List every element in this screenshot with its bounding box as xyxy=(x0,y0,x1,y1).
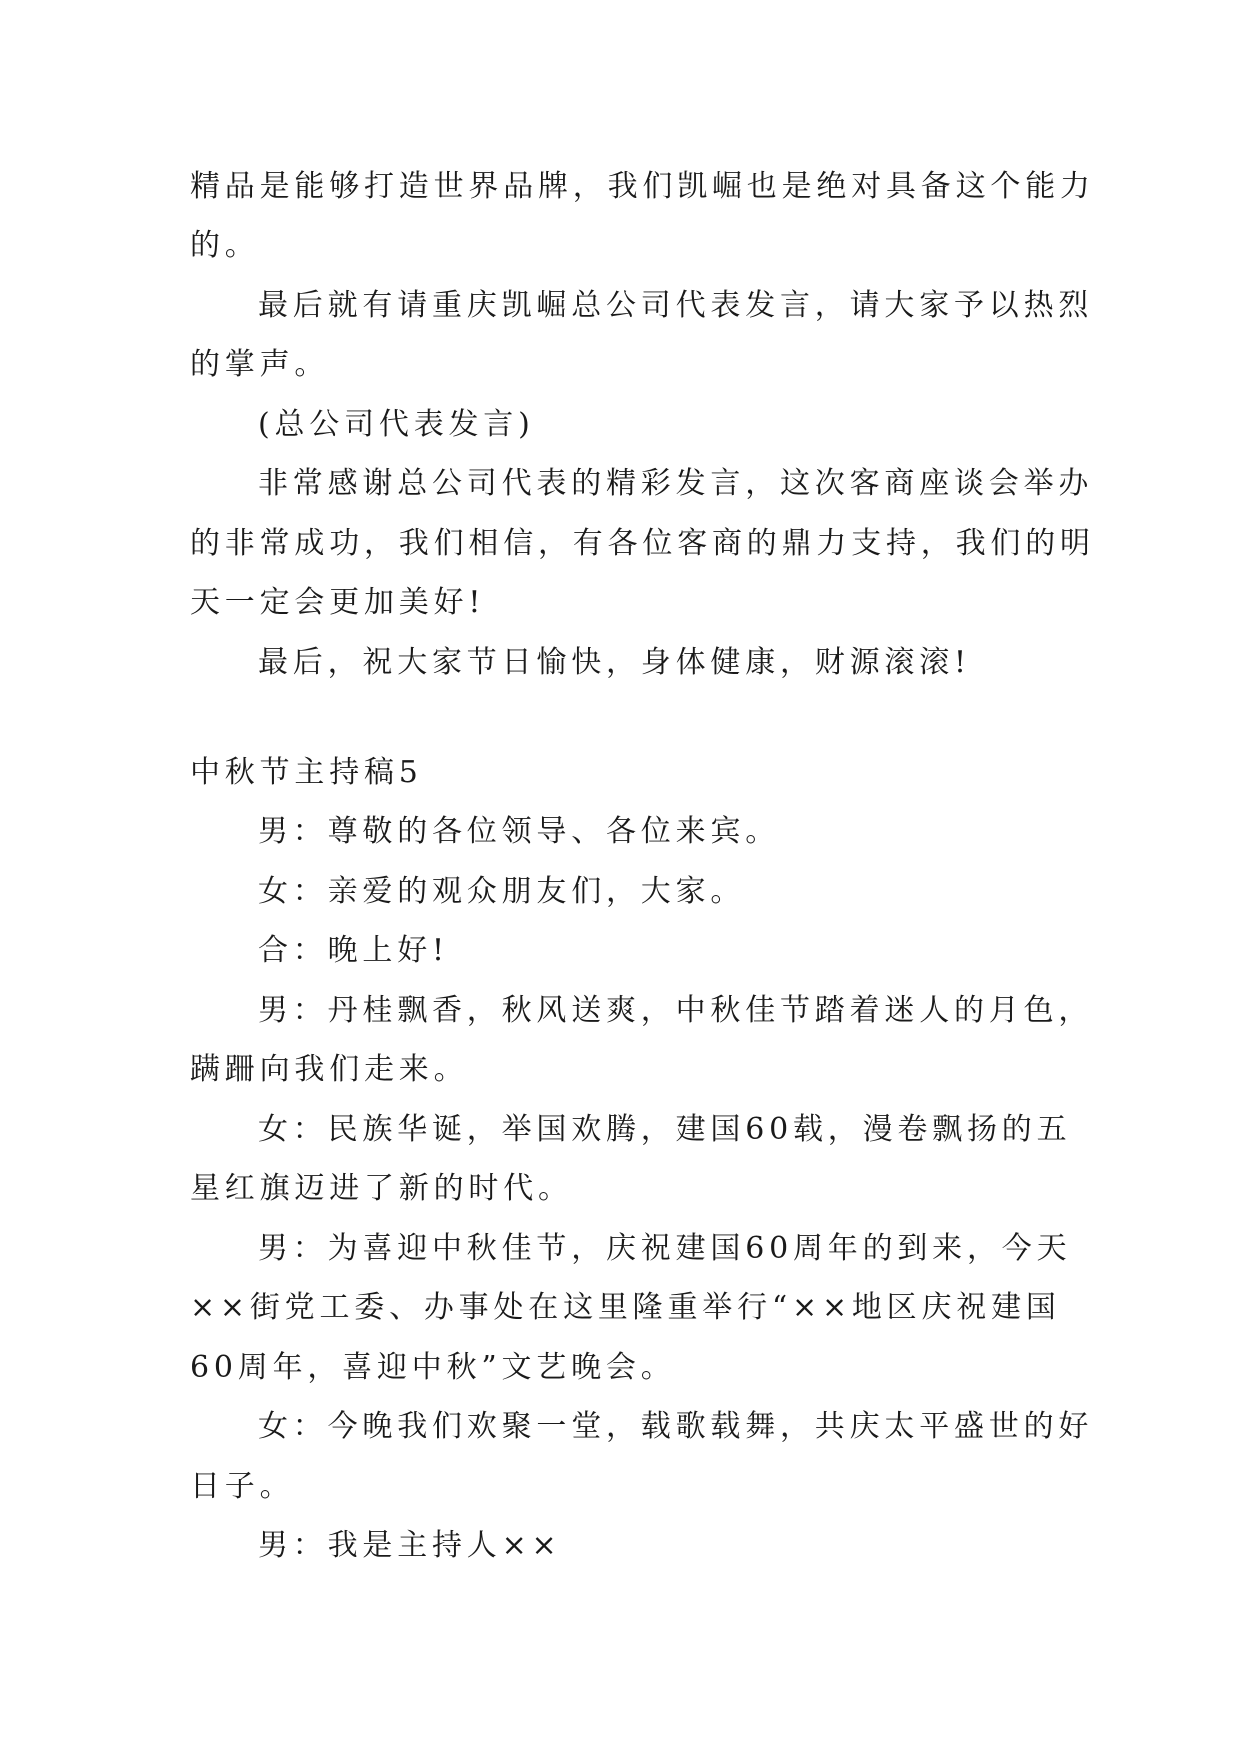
paragraph-line: 的掌声。 xyxy=(190,347,330,382)
paragraph-line: 天一定会更加美好! xyxy=(190,585,486,620)
paragraph-line: 日子。 xyxy=(190,1469,295,1504)
paragraph-line: 最后，祝大家节日愉快，身体健康，财源滚滚! xyxy=(258,645,971,680)
section-heading: 中秋节主持稿5 xyxy=(190,755,423,790)
paragraph-line: 60周年，喜迎中秋”文艺晚会。 xyxy=(190,1350,676,1385)
paragraph-line: 合：晚上好! xyxy=(258,933,449,968)
paragraph-line: 男：为喜迎中秋佳节，庆祝建国60周年的到来，今天 xyxy=(258,1231,1072,1266)
paragraph-line: 星红旗迈进了新的时代。 xyxy=(190,1171,573,1206)
paragraph-line: 男：我是主持人×× xyxy=(258,1528,562,1563)
paragraph-line: 最后就有请重庆凯崛总公司代表发言，请大家予以热烈 xyxy=(258,288,1094,323)
paragraph-line: 女：亲爱的观众朋友们，大家。 xyxy=(258,874,746,909)
paragraph-line: 的非常成功，我们相信，有各位客商的鼎力支持，我们的明 xyxy=(190,526,1095,561)
paragraph-line: (总公司代表发言) xyxy=(258,407,535,442)
paragraph-line: 女：民族华诞，举国欢腾，建国60载，漫卷飘扬的五 xyxy=(258,1112,1072,1147)
paragraph-line: 男：尊敬的各位领导、各位来宾。 xyxy=(258,814,780,849)
paragraph-line: 精品是能够打造世界品牌，我们凯崛也是绝对具备这个能力 xyxy=(190,169,1095,204)
paragraph-line: 女：今晚我们欢聚一堂，载歌载舞，共庆太平盛世的好 xyxy=(258,1409,1094,1444)
paragraph-line: 非常感谢总公司代表的精彩发言，这次客商座谈会举办 xyxy=(258,466,1094,501)
paragraph-line: 男：丹桂飘香，秋风送爽，中秋佳节踏着迷人的月色， xyxy=(258,993,1094,1028)
paragraph-line: 蹒跚向我们走来。 xyxy=(190,1052,469,1087)
paragraph-line: ××街党工委、办事处在这里隆重举行“××地区庆祝建国 xyxy=(190,1290,1061,1325)
paragraph-line: 的。 xyxy=(190,228,260,263)
